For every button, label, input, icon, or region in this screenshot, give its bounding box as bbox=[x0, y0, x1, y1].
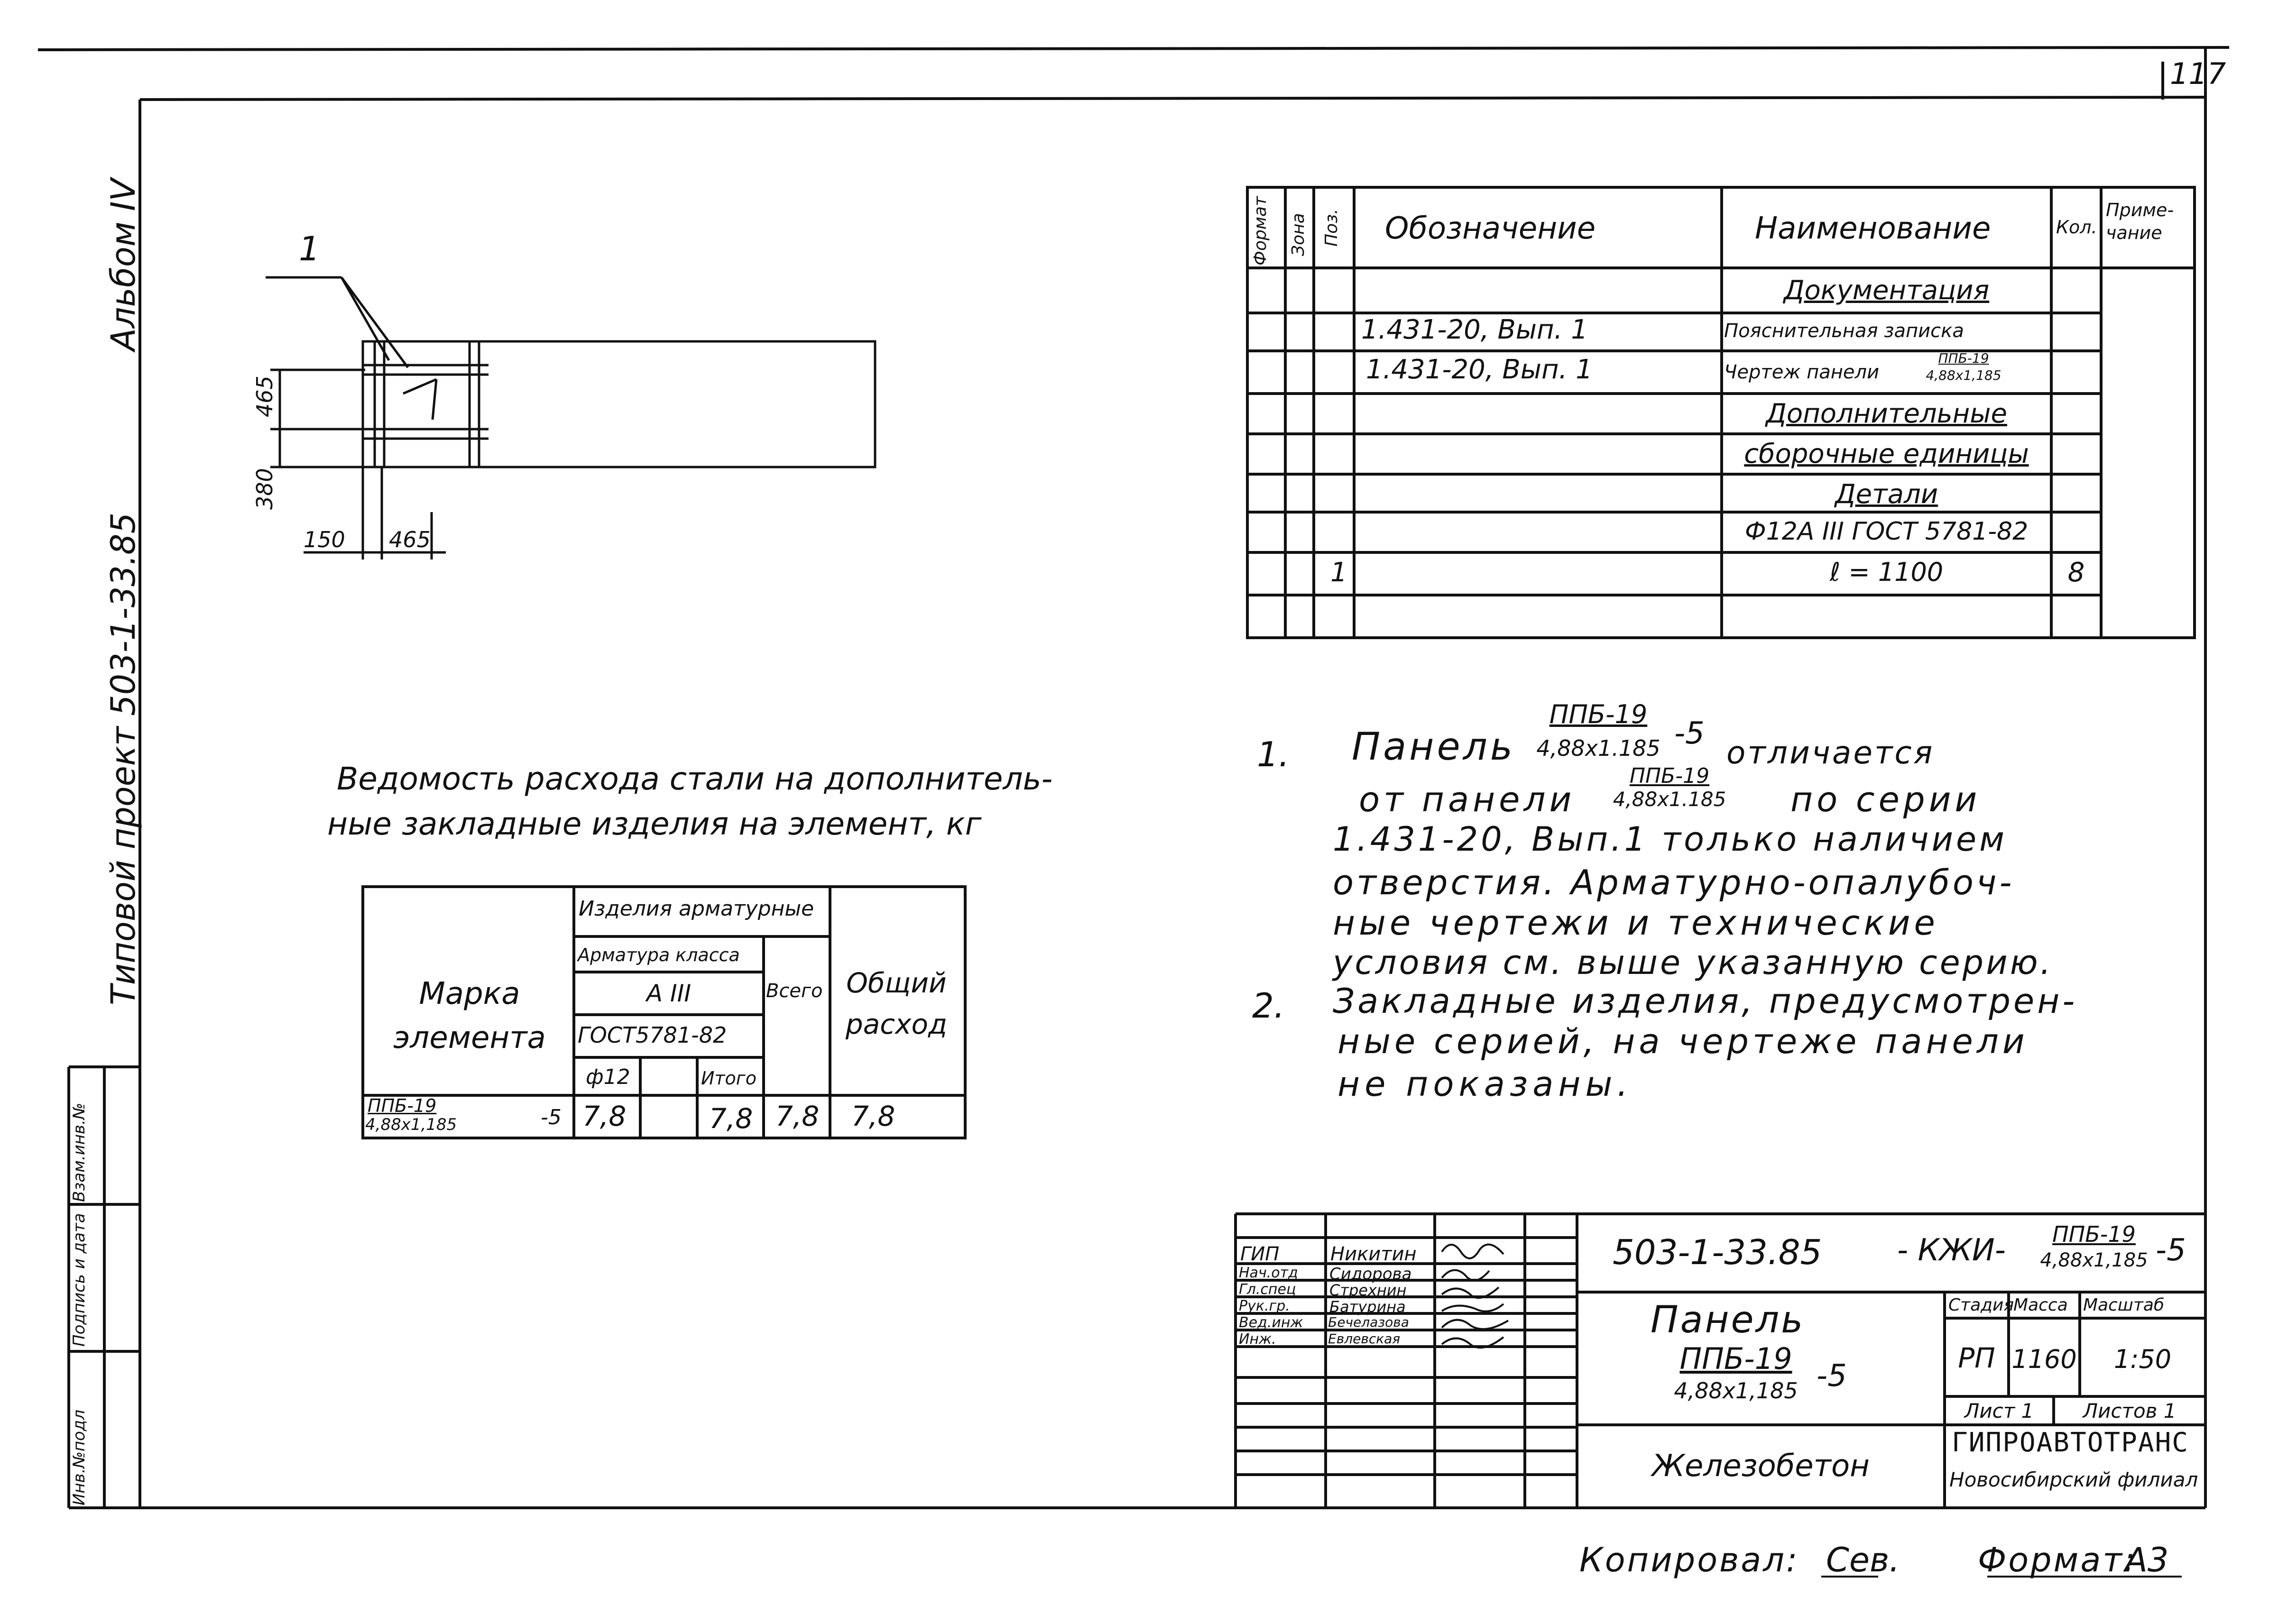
spec-row-5-name: Детали bbox=[1835, 479, 1938, 510]
spec-row-4-name: сборочные единицы bbox=[1744, 439, 2029, 469]
note-2-line-1: ные серией, на чертеже панели bbox=[1337, 1021, 2029, 1061]
note-2-line-0: Закладные изделия, предусмотрен- bbox=[1333, 981, 2078, 1021]
spec-h-format: Формат bbox=[1251, 196, 1270, 266]
spec-h-qty: Кол. bbox=[2056, 217, 2097, 238]
tb-stage: РП bbox=[1958, 1342, 1995, 1374]
tb-title-frac-top: ППБ-19 bbox=[1679, 1341, 1792, 1376]
steel-h-products: Изделия арматурные bbox=[579, 897, 814, 921]
steel-h-total: Всего bbox=[766, 980, 823, 1002]
steel-h-overall: Общий расход bbox=[845, 967, 948, 1040]
note-1-line-2: от панели bbox=[1359, 780, 1576, 819]
spec-row-6-name: Ф12А III ГОСТ 5781-82 bbox=[1744, 517, 2029, 546]
spec-row-2-frac-top: ППБ-19 bbox=[1938, 350, 1989, 366]
tb-code-frac-bottom: 4,88x1,185 bbox=[2040, 1249, 2148, 1271]
steel-h-mark: Марка элемента bbox=[393, 976, 546, 1055]
tb-mass: 1160 bbox=[2011, 1344, 2077, 1374]
tb-title: Панель bbox=[1651, 1299, 1805, 1341]
steel-row-mark-suffix: -5 bbox=[541, 1105, 562, 1129]
steel-h-subtotal: Итого bbox=[701, 1068, 757, 1089]
tb-sheet: Лист 1 bbox=[1964, 1399, 2034, 1422]
note-1-line-7: условия см. выше указанную серию. bbox=[1333, 943, 2053, 982]
spec-row-2-designation: 1.431-20, Вып. 1 bbox=[1366, 354, 1593, 385]
note-1-line-0: Панель bbox=[1352, 725, 1515, 769]
page-number: 117 bbox=[2170, 56, 2226, 91]
note-1-line-4: 1.431-20, Вып.1 только наличием bbox=[1333, 820, 2007, 859]
tb-code-suffix: - КЖИ- bbox=[1897, 1233, 2006, 1268]
tb-name-2: Стрехнин bbox=[1329, 1281, 1407, 1299]
stamp-signature: Подпись и дата bbox=[70, 1213, 89, 1347]
note-1-frac-bottom: 4,88x1.185 bbox=[1536, 735, 1660, 761]
spec-row-2-name: Чертеж панели bbox=[1724, 361, 1880, 383]
plan-marker: 1 bbox=[299, 229, 320, 268]
spec-h-name: Наименование bbox=[1755, 211, 1991, 246]
note-2-number: 2. bbox=[1252, 986, 1285, 1026]
plan-dim-h1: 150 bbox=[304, 527, 345, 552]
tb-name-4: Бечелазова bbox=[1328, 1314, 1409, 1330]
tb-role-0: ГИП bbox=[1240, 1243, 1280, 1265]
note-1-frac-top: ППБ-19 bbox=[1549, 699, 1648, 729]
spec-h-zone: Зона bbox=[1289, 213, 1308, 256]
steel-h-class: Арматура класса bbox=[578, 945, 740, 965]
steel-row-subtotal: 7,8 bbox=[709, 1102, 753, 1135]
spec-row-2-frac-bottom: 4,88x1,185 bbox=[1926, 367, 2002, 383]
note-1-line-1: отличается bbox=[1726, 734, 1935, 771]
tb-material: Железобетон bbox=[1652, 1449, 1870, 1484]
note-1-frac2-top: ППБ-19 bbox=[1629, 764, 1710, 788]
tb-org: ГИПРОАВТОТРАНС bbox=[1952, 1427, 2189, 1458]
tb-stage-label: Стадия bbox=[1948, 1295, 2014, 1315]
tb-scale-label: Масштаб bbox=[2083, 1295, 2165, 1315]
tb-scale: 1:50 bbox=[2113, 1344, 2172, 1374]
copied-value: Сев. bbox=[1826, 1541, 1900, 1579]
steel-row-mark-top: ППБ-19 bbox=[368, 1095, 437, 1116]
note-1-line-3: по серии bbox=[1790, 780, 1981, 819]
tb-title-suffix: -5 bbox=[1817, 1358, 1847, 1394]
spec-row-1-designation: 1.431-20, Вып. 1 bbox=[1361, 314, 1588, 345]
note-1-frac2-bottom: 4,88x1.185 bbox=[1613, 788, 1726, 811]
note-1-suffix: -5 bbox=[1674, 716, 1705, 751]
spec-h-note: Приме-чание bbox=[2106, 200, 2174, 243]
tb-role-2: Гл.спец bbox=[1239, 1281, 1296, 1298]
tb-role-4: Вед.инж bbox=[1239, 1314, 1303, 1331]
note-1-number: 1. bbox=[1257, 734, 1290, 774]
note-2-line-2: не показаны. bbox=[1337, 1064, 1633, 1104]
tb-code-frac-top: ППБ-19 bbox=[2052, 1221, 2136, 1247]
plan-dim-v1: 465 bbox=[252, 376, 277, 417]
steel-row-d12: 7,8 bbox=[582, 1100, 627, 1132]
stamp-inv: Инв.№подл bbox=[70, 1409, 89, 1505]
tb-code: 503-1-33.85 bbox=[1613, 1232, 1822, 1272]
tb-sheets: Листов 1 bbox=[2083, 1399, 2177, 1422]
spec-row-0-name: Документация bbox=[1783, 275, 1990, 306]
spec-h-pos: Поз. bbox=[1322, 209, 1341, 247]
spec-row-7-qty: 8 bbox=[2067, 557, 2085, 588]
steel-row-overall: 7,8 bbox=[851, 1100, 895, 1132]
spec-row-3-name: Дополнительные bbox=[1766, 398, 2007, 429]
tb-code-tail: -5 bbox=[2156, 1233, 2186, 1268]
tb-title-frac-bottom: 4,88x1,185 bbox=[1674, 1378, 1798, 1404]
spec-h-designation: Обозначение bbox=[1385, 211, 1596, 246]
spec-row-7-pos: 1 bbox=[1330, 557, 1347, 588]
tb-role-3: Рук.гр. bbox=[1239, 1298, 1290, 1314]
stamp-replace: Взам.инв.№ bbox=[70, 1102, 89, 1202]
plan-dim-v2: 380 bbox=[252, 468, 277, 510]
note-1-line-6: ные чертежи и технические bbox=[1333, 903, 1939, 943]
steel-h-class-value: А III bbox=[646, 980, 692, 1007]
steel-caption-2: ные закладные изделия на элемент, кг bbox=[327, 806, 982, 842]
steel-h-dia: ф12 bbox=[586, 1065, 630, 1089]
note-1-line-5: отверстия. Арматурно-опалубоч- bbox=[1333, 862, 2015, 902]
project-label: Типовой проект 503-1-33.85 bbox=[104, 512, 143, 1005]
plan-dim-h2: 465 bbox=[389, 527, 431, 552]
tb-name-5: Евлевская bbox=[1328, 1331, 1401, 1347]
steel-row-mark-bottom: 4,88x1,185 bbox=[365, 1115, 457, 1134]
tb-mass-label: Масса bbox=[2013, 1295, 2068, 1315]
tb-name-3: Батурина bbox=[1329, 1298, 1406, 1316]
album-label: Альбом IV bbox=[104, 178, 143, 351]
spec-row-7-name: ℓ = 1100 bbox=[1829, 557, 1944, 587]
tb-name-0: Никитин bbox=[1330, 1243, 1417, 1265]
tb-name-1: Сидорова bbox=[1329, 1265, 1412, 1284]
steel-caption-1: Ведомость расхода стали на дополнитель- bbox=[337, 761, 1053, 797]
format-value: А3 bbox=[2125, 1541, 2169, 1579]
tb-role-5: Инж. bbox=[1239, 1331, 1276, 1348]
steel-row-total: 7,8 bbox=[775, 1100, 820, 1132]
format-label: Формат: bbox=[1978, 1541, 2137, 1579]
copied-label: Копировал: bbox=[1579, 1541, 1799, 1579]
tb-branch: Новосибирский филиал bbox=[1949, 1468, 2198, 1491]
tb-role-1: Нач.отд bbox=[1239, 1265, 1298, 1281]
spec-row-1-name: Пояснительная записка bbox=[1724, 320, 1964, 342]
steel-h-gost: ГОСТ5781-82 bbox=[578, 1022, 727, 1048]
